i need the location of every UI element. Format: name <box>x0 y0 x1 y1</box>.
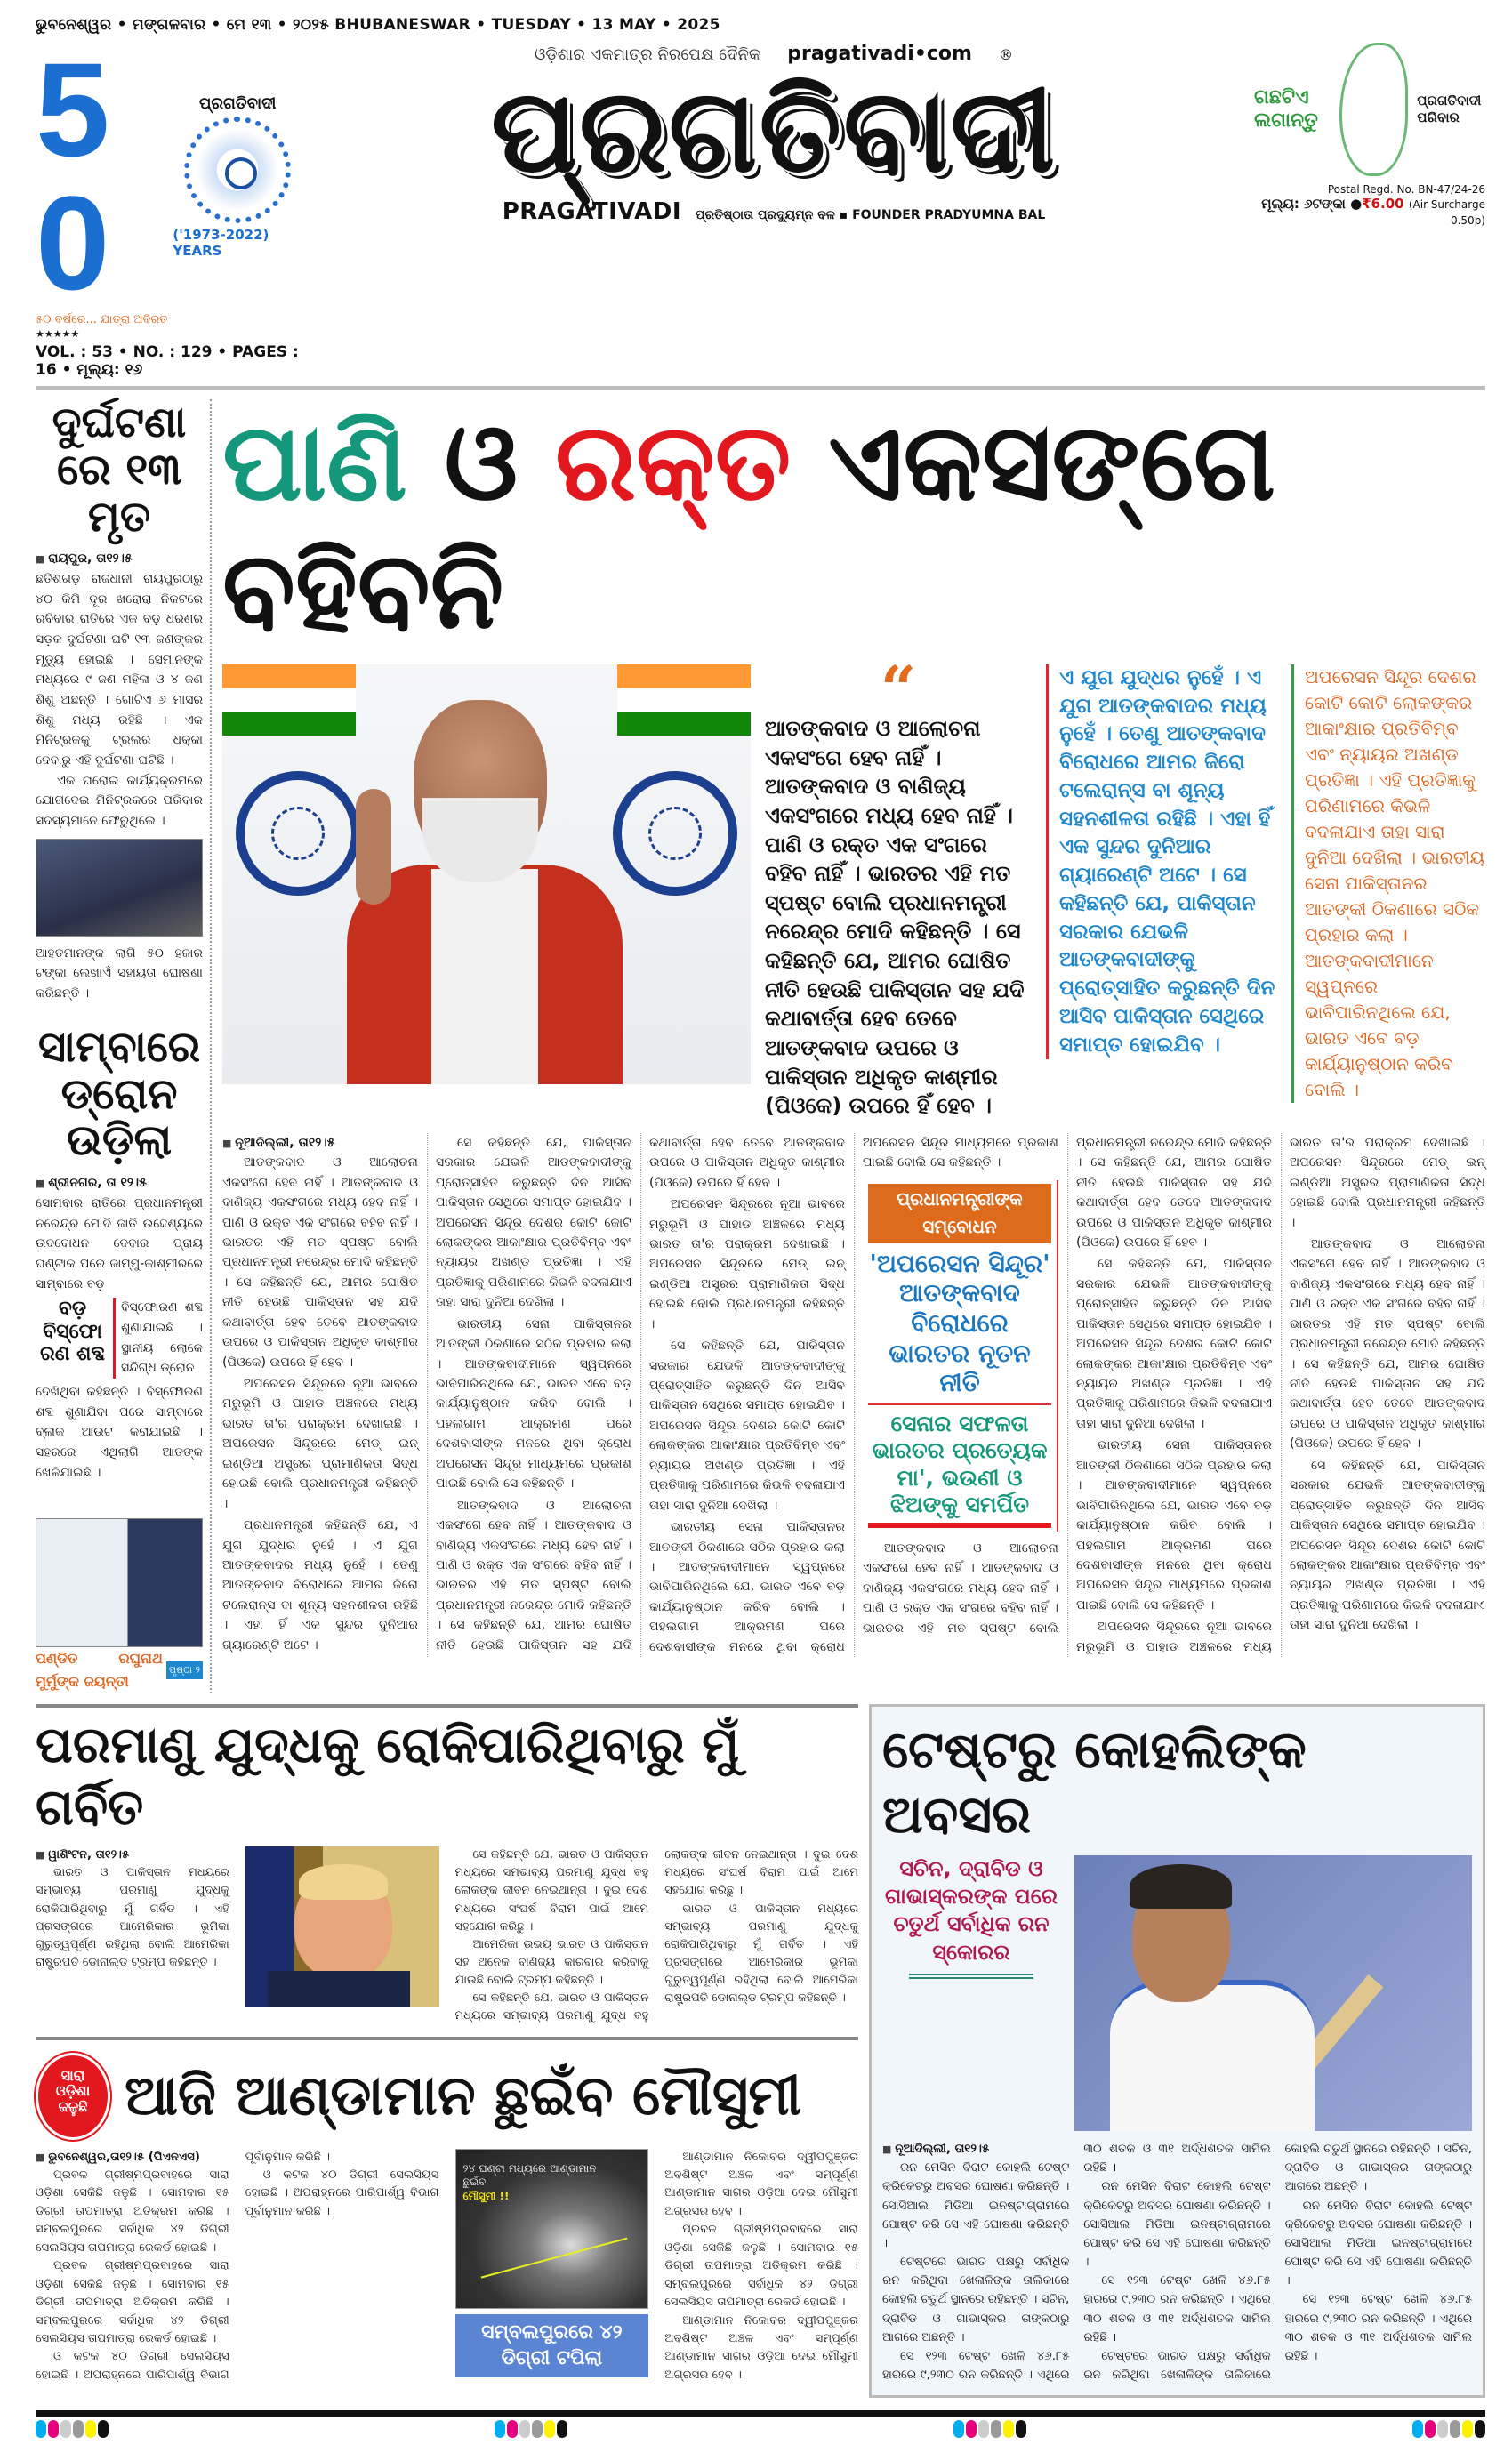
kohli-paragraph: ରନ ମେସିନ ବିରାଟ କୋହଲି ଟେଷ୍ଟ କ୍ରିକେଟରୁ ଅବସର ଘୋଷଣା କରିଛନ୍ତି । ସୋସିଆଲ ମିଡିଆ ଇନଷ୍ଟାଗ୍ରାମରେ ପୋଷ୍ଟ କରି ସେ ଏହି ଘୋଷଣା କରିଛନ୍ତି । <box>1083 2180 1271 2270</box>
price-label: ମୂଲ୍ୟ: ୬ଟଙ୍କା ● <box>1261 196 1363 212</box>
masthead-block <box>320 43 1227 225</box>
pm-address-box <box>863 1180 1058 1532</box>
trump-paragraph: ଆମେରିକା ଉଭୟ ଭାରତ ଓ ପାକିସ୍ତାନ ସହ ଅନେକ ବାଣିଜ୍ୟ କାରବାର କରିବାକୁ ଯାଉଛି ବୋଲି ଟ୍ରମ୍ପ କହିଛନ୍ତି । <box>454 1937 649 1988</box>
section-divider <box>36 2037 858 2040</box>
lead-paragraph: ସେ କହିଛନ୍ତି ଯେ, ପାକିସ୍ତାନ ସରକାର ଯେଭଳି ଆତଙ୍କବାଦୀଙ୍କୁ ପ୍ରୋତ୍ସାହିତ କରୁଛନ୍ତି ଦିନ ଆସିବ ପାକିସ୍ତାନ ସେଥିରେ ସମାପ୍ତ ହୋଇଯିବ । ଅପରେସନ ସିନ୍ଦୂର ଦେଶର କୋଟି କୋଟି ଲୋକଙ୍କର ଆକାଂକ୍ଷାର ପ୍ରତିବିମ୍ବ ଏବଂ ନ୍ୟାୟର ଅଖଣ୍ଡ ପ୍ରତିଜ୍ଞା । ଏହି ପ୍ରତିଜ୍ଞାକୁ ପରିଣାମରେ କିଭଳି ବଦଳାଯାଏ ତାହା ସାରା ଦୁନିଆ ଦେଖିଲା । <box>649 1339 845 1513</box>
drone-paragraph: ସୋମବାର ରାତିରେ ପ୍ରଧାନମନ୍ତ୍ରୀ ନରେନ୍ଦ୍ର ମୋଦି ଜାତି ଉଦ୍ଦେଶ୍ୟରେ ଉଦବୋଧନ ଦେବାର ପ୍ରାୟ ଘଣ୍ଟାକ ପରେ ଜାମ୍ମୁ-କାଶ୍ମୀରରେ ସାମ୍ବାରେ ବଡ଼ <box>36 1195 203 1291</box>
main-section <box>36 399 1485 1693</box>
accident-caption: ଆହତମାନଙ୍କ ଲାଗି ୫୦ ହଜାର ଟଙ୍କା ଲେଖାଏଁ ସହାୟତା ଘୋଷଣା କରିଛନ୍ତି । <box>36 945 203 1001</box>
kohli-dateline: ■ ନୂଆଦିଲ୍ଲୀ, ତା୧୨।୫ <box>882 2140 1069 2159</box>
lead-story <box>222 399 1485 1693</box>
left-column <box>36 399 212 1693</box>
drone-dateline: ■ ଶ୍ରୀନଗର, ତା ୧୨।୫ <box>36 1173 203 1194</box>
map-highlight: ମୌସୁମୀ !! <box>462 2189 510 2202</box>
family-text: ପ୍ରଗତିବାଦୀ ପରିବାର <box>1417 92 1482 125</box>
price: ₹6.00 <box>1362 196 1404 212</box>
kohli-subhead: ସଚିନ, ଦ୍ରାବିଡ ଓ ଗାଭାସ୍କରଙ୍କ ପରେ ଚତୁର୍ଥ ସର୍ବାଧିକ ରନ ସ୍କୋରର <box>885 1856 1058 1965</box>
headline-and: ଓ <box>444 401 519 525</box>
trump-paragraph: ସେ କହିଛନ୍ତି ଯେ, ଭାରତ ଓ ପାକିସ୍ତାନ ମଧ୍ୟରେ ସମ୍ଭାବ୍ୟ ପରମାଣୁ ଯୁଦ୍ଧ ବହୁ ଲୋକଙ୍କ ଜୀବନ ନେଇଥାନ୍ତା । ଦୁଇ ଦେଶ ମଧ୍ୟରେ ସଂଘର୍ଷ ବିରାମ ପାଇଁ ଆମେ ସହଯୋଗ କରିଛୁ । <box>454 1848 649 1934</box>
lead-paragraph: ଆତଙ୍କବାଦ ଓ ଆଲୋଚନା ଏକସଂଗେ ହେବ ନାହିଁ । ଆତଙ୍କବାଦ ଓ ବାଣିଜ୍ୟ ଏକସଂଗରେ ମଧ୍ୟ ହେବ ନାହିଁ । ପାଣି ଓ ରକ୍ତ ଏକ ସଂଗରେ ବହିବ ନାହିଁ । ଭାରତର ଏହି ମତ ସ୍ପଷ୍ଟ ବୋଲି ପ୍ରଧାନମନ୍ତ୍ରୀ ନରେନ୍ଦ୍ର ମୋଦି କହିଛନ୍ତି । ସେ କହିଛନ୍ତି ଯେ, ଆମର ଘୋଷିତ ନୀତି ହେଉଛି ପାକିସ୍ତାନ ସହ ଯଦି କଥାବାର୍ତ୍ତା ହେବ ତେବେ ଆତଙ୍କବାଦ ଉପରେ ଓ ପାକିସ୍ତାନ ଅଧିକୃତ କାଶ୍ମୀର (ପିଓକେ) ଉପରେ ହିଁ ହେବ । <box>1290 1236 1485 1452</box>
trump-headline[interactable]: ପରମାଣୁ ଯୁଦ୍ଧକୁ ରୋକିପାରିଥିବାରୁ ମୁଁ ଗର୍ବିତ <box>36 1717 740 1838</box>
lead-paragraph: ଅପରେସନ ସିନ୍ଦୂରରେ ନୂଆ ଭାବରେ ମରୁଭୂମି ଓ ପାହାଡ ଅଞ୍ଚଳରେ ମଧ୍ୟ ଭାରତ ତା'ର ପରାକ୍ରମ ଦେଖାଇଛି । ଅପରେସନ ସିନ୍ଦୂରରେ ମେଡ୍ ଇନ୍ ଇଣ୍ଡିଆ ଅସ୍ତ୍ରର ପ୍ରାମାଣିକତା ସିଦ୍ଧ ହୋଇଛି ବୋଲି ପ୍ରଧାନମନ୍ତ୍ରୀ କହିଛନ୍ତି । <box>649 1197 845 1331</box>
ashoka-chakra-icon <box>613 771 737 896</box>
lead-paragraph: ଆତଙ୍କବାଦ ଓ ଆଲୋଚନା ଏକସଂଗେ ହେବ ନାହିଁ । ଆତଙ୍କବାଦ ଓ ବାଣିଜ୍ୟ ଏକସଂଗରେ ମଧ୍ୟ ହେବ ନାହିଁ । ପାଣି ଓ ରକ୍ତ ଏକ ସଂଗରେ ବହିବ ନାହିଁ । ଭାରତର ଏହି ମତ ସ୍ପଷ୍ଟ ବୋଲି ପ୍ରଧାନମନ୍ତ୍ରୀ ନରେନ୍ଦ୍ର ମୋଦି କହିଛନ୍ତି । ସେ କହିଛନ୍ତି ଯେ, ଆମର ଘୋଷିତ ନୀତି ହେଉଛି ପାକିସ୍ତାନ ସହ ଯଦି କଥାବାର୍ତ୍ତା ହେବ ତେବେ ଆତଙ୍କବାଦ ଉପରେ ଓ ପାକିସ୍ତାନ ଅଧିକୃତ କାଶ୍ମୀର (ପିଓକେ) ଉପରେ ହିଁ ହେବ । <box>222 1155 418 1370</box>
monsoon-paragraph: ପ୍ରବଳ ଗ୍ରୀଷ୍ମପ୍ରବାହରେ ସାରା ଓଡ଼ିଶା ସେକିଛି ଜଳୁଛି । ସୋମବାର ୧୫ ଡିଗ୍ରୀ ତାପମାତ୍ରା ଅତିକ୍ରମ କରିଛି । ସମ୍ବଲପୁରରେ ସର୍ବାଧିକ ୪୨ ଡିଗ୍ରୀ ସେଲସିୟସ ତାପମାତ୍ରା ରେକର୍ଡ ହୋଇଛି । <box>664 2223 858 2310</box>
kohli-paragraph: ଟେଷ୍ଟରେ ଭାରତ ପକ୍ଷରୁ ସର୍ବାଧିକ ରନ କରିଥିବା ଖେଳାଳିଙ୍କ ତାଲିକାରେ କୋହଲି ଚତୁର୍ଥ ସ୍ଥାନରେ ରହିଛନ୍ତି । ସଚିନ, ଦ୍ରାବିଡ ଓ ଗାଭାସ୍କର ତାଙ୍କଠାରୁ ଆଗରେ ଅଛନ୍ତି । <box>882 2256 1070 2344</box>
drone-headline[interactable]: ସାମ୍ବାରେ ଡ୍ରୋନ ଉଡ଼ିଲା <box>37 1021 201 1166</box>
masthead-english: PRAGATIVADI <box>502 197 682 225</box>
army-success-line: ସେନାର ସଫଳତା ଭାରତର ପ୍ରତ୍ୟେକ ମା', ଭଉଣୀ ଓ ଝିଅଙ୍କୁ ସମର୍ପିତ <box>868 1411 1051 1528</box>
masthead-title: ପ୍ରଗତିବାଦୀ <box>490 63 1058 198</box>
lead-paragraph: ସେ କହିଛନ୍ତି ଯେ, ପାକିସ୍ତାନ ସରକାର ଯେଭଳି ଆତଙ୍କବାଦୀଙ୍କୁ ପ୍ରୋତ୍ସାହିତ କରୁଛନ୍ତି ଦିନ ଆସିବ ପାକିସ୍ତାନ ସେଥିରେ ସମାପ୍ତ ହୋଇଯିବ । ଅପରେସନ ସିନ୍ଦୂର ଦେଶର କୋଟି କୋଟି ଲୋକଙ୍କର ଆକାଂକ୍ଷାର ପ୍ରତିବିମ୍ବ ଏବଂ ନ୍ୟାୟର ଅଖଣ୍ଡ ପ୍ରତିଜ୍ଞା । ଏହି ପ୍ରତିଜ୍ଞାକୁ ପରିଣାମରେ କିଭଳି ବଦଳାଯାଏ ତାହା ସାରା ଦୁନିଆ ଦେଖିଲା । <box>1290 1458 1485 1633</box>
golden-jubilee-logo <box>36 35 302 318</box>
flag-right <box>617 664 751 736</box>
monsoon-paragraph: ଆଣ୍ଡାମାନ ନିକୋବର ଦ୍ୱୀପପୁଞ୍ଜର ଅବଶିଷ୍ଟ ଅଞ୍ଚଳ ଏବଂ ସମ୍ପୂର୍ଣ୍ଣ ଆଣ୍ଡାମାନ ସାଗର ଓଡ଼ିଆ ଦେଇ ମୌସୁମୀ ଅଗ୍ରସର ହେବ । <box>664 2150 858 2218</box>
kohli-paragraph: ସେ ୧୨୩ ଟେଷ୍ଟ ଖେଳି ୪୬.୮୫ ହାରରେ ୯,୨୩୦ ରନ କରିଛନ୍ତି । ଏଥିରେ ୩୦ ଶତକ ଓ ୩୧ ଅର୍ଦ୍ଧଶତକ ସାମିଲ ରହିଛି । <box>882 2143 1271 2383</box>
kohli-headline[interactable]: ଟେଷ୍ଟରୁ କୋହଲିଙ୍କ ଅବସର <box>882 1719 1307 1845</box>
lead-paragraph: ଆତଙ୍କବାଦ ଓ ଆଲୋଚନା ଏକସଂଗେ ହେବ ନାହିଁ । ଆତଙ୍କବାଦ ଓ ବାଣିଜ୍ୟ ଏକସଂଗରେ ମଧ୍ୟ ହେବ ନାହିଁ । ପାଣି ଓ ରକ୍ତ ଏକ ସଂଗରେ ବହିବ ନାହିଁ । ଭାରତର ଏହି ମତ ସ୍ପଷ୍ଟ ବୋଲି ପ୍ରଧାନମନ୍ତ୍ରୀ ନରେନ୍ଦ୍ର ମୋଦି କହିଛନ୍ତି । ସେ କହିଛନ୍ତି ଯେ, ଆମର ଘୋଷିତ ନୀତି ହେଉଛି ପାକିସ୍ତାନ ସହ ଯଦି କଥାବାର୍ତ୍ତା ହେବ ତେବେ ଆତଙ୍କବାଦ ଉପରେ ଓ ପାକିସ୍ତାନ ଅଧିକୃତ କାଶ୍ମୀର (ପିଓକେ) ଉପରେ ହିଁ ହେବ । <box>436 1135 845 1653</box>
postal-reg: Postal Regd. No. BN-47/24-26 <box>1327 183 1485 196</box>
flag-left <box>222 664 356 736</box>
modi-photo <box>222 664 751 1084</box>
lead-paragraph: ଭାରତୀୟ ସେନା ପାକିସ୍ତାନର ଆତଙ୍କୀ ଠିକଣାରେ ସଠିକ ପ୍ରହାର କଲା । ଆତଙ୍କବାଦୀମାନେ ସ୍ୱପ୍ନରେ ଭାବିପାରିନଥିଲେ ଯେ, ଭାରତ ଏବେ ବଡ଼ କାର୍ଯ୍ୟାନୁଷ୍ଠାନ କରିବ ବୋଲି । ପହଲଗାମ ଆକ୍ରମଣ ପରେ ଦେଶବାସୀଙ୍କ ମନରେ ଥିବା କ୍ରୋଧ ଅପରେସନ ସିନ୍ଦୂର ମାଧ୍ୟମରେ ପ୍ରକାଶ ପାଇଛି ବୋଲି ସେ କହିଛନ୍ତି । <box>649 1135 1058 1654</box>
lead-paragraph: ଅପରେସନ ସିନ୍ଦୂରରେ ନୂଆ ଭାବରେ ମରୁଭୂମି ଓ ପାହାଡ ଅଞ୍ଚଳରେ ମଧ୍ୟ ଭାରତ ତା'ର ପରାକ୍ରମ ଦେଖାଇଛି । ଅପରେସନ ସିନ୍ଦୂରରେ ମେଡ୍ ଇନ୍ ଇଣ୍ଡିଆ ଅସ୍ତ୍ରର ପ୍ରାମାଣିକତା ସିଦ୍ଧ ହୋଇଛି ବୋଲି ପ୍ରଧାନମନ୍ତ୍ରୀ କହିଛନ୍ତି । <box>1076 1135 1485 1654</box>
founder-line: ପ୍ରତିଷ୍ଠାତା ପ୍ରଦ୍ୟୁମ୍ନ ବଳ ▪ FOUNDER PRADYUMNA BAL <box>696 207 1046 222</box>
satellite-map <box>455 2149 649 2309</box>
headline-rest: ଏକସଙ୍ଗେ ବହିବନି <box>222 401 1275 653</box>
registration-marks <box>1412 2420 1485 2438</box>
monsoon-headline[interactable]: ଆଜି ଆଣ୍ଡାମାନ ଛୁଇଁବ ମୌସୁମୀ <box>125 2063 802 2128</box>
stars: ★★★★★ <box>36 328 80 340</box>
golden-jubilee-block <box>36 35 302 379</box>
lead-headline[interactable] <box>222 399 1485 655</box>
ashoka-chakra-icon <box>236 771 360 896</box>
monsoon-paragraph: ଓ କଟକ ୪୦ ଡିଗ୍ରୀ ସେଲସିୟସ ହୋଇଛି । ଅପରାହ୍ନରେ ପାରିପାର୍ଶ୍ୱ ବିଭାଗ ପୂର୍ବାନୁମାନ କରିଛି । <box>36 2150 331 2382</box>
subhead-rule <box>909 1974 1033 1979</box>
trump-photo <box>245 1846 439 2007</box>
anniv-title: ପ୍ରଗତିବାଦୀ <box>198 93 277 113</box>
quote-zero-tolerance: ଏ ଯୁଗ ଯୁଦ୍ଧର ନୁହେଁ । ଏ ଯୁଗ ଆତଙ୍କବାଦର ମଧ୍ୟ ନୁହେଁ । ତେଣୁ ଆତଙ୍କବାଦ ବିରୋଧରେ ଆମର ଜିରୋ ଟଲେରାନ୍ସ ବା ଶୂନ୍ୟ ସହନଶୀଳତା ରହିଛି । ଏହା ହିଁ ଏକ ସୁନ୍ଦର ଦୁନିଆର ଗ୍ୟାରେଣ୍ଟି ଅଟେ । ସେ କହିଛନ୍ତି ଯେ, ପାକିସ୍ତାନ ସରକାର ଯେଭଳି ଆତଙ୍କବାଦୀଙ୍କୁ ପ୍ରୋତ୍ସାହିତ କରୁଛନ୍ତି ଦିନ ଆସିବ ପାକିସ୍ତାନ ସେଥିରେ ସମାପ୍ତ ହୋଇଯିବ । <box>1046 664 1277 1059</box>
lead-dateline: ■ ନୂଆଦିଲ୍ଲୀ, ତା୧୨।୫ <box>222 1133 418 1153</box>
right-header-block <box>1245 43 1485 228</box>
lead-paragraph: ଭାରତୀୟ ସେନା ପାକିସ୍ତାନର ଆତଙ୍କୀ ଠିକଣାରେ ସଠିକ ପ୍ରହାର କଲା । ଆତଙ୍କବାଦୀମାନେ ସ୍ୱପ୍ନରେ ଭାବିପାରିନଥିଲେ ଯେ, ଭାରତ ଏବେ ବଡ଼ କାର୍ଯ୍ୟାନୁଷ୍ଠାନ କରିବ ବୋଲି । ପହଲଗାମ ଆକ୍ରମଣ ପରେ ଦେଶବାସୀଙ୍କ ମନରେ ଥିବା କ୍ରୋଧ ଅପରେସନ ସିନ୍ଦୂର ମାଧ୍ୟମରେ ପ୍ରକାଶ ପାଇଛି ବୋଲି ସେ କହିଛନ୍ତି । <box>436 1316 631 1492</box>
lead-body <box>222 1133 1485 1657</box>
monsoon-paragraph: ଓ କଟକ ୪୦ ଡିଗ୍ରୀ ସେଲସିୟସ ହୋଇଛି । ଅପରାହ୍ନରେ ପାରିପାର୍ଶ୍ୱ ବିଭାଗ ପୂର୍ବାନୁମାନ କରିଛି । <box>245 2168 439 2218</box>
plant-tree-logo <box>1254 43 1485 176</box>
quote-terror-talks: ଆତଙ୍କବାଦ ଓ ଆଲୋଚନା ଏକସଂଗେ ହେବ ନାହିଁ । ଆତଙ୍କବାଦ ଓ ବାଣିଜ୍ୟ ଏକସଂଗରେ ମଧ୍ୟ ହେବ ନାହିଁ । ପାଣି ଓ ରକ୍ତ ଏକ ସଂଗରେ ବହିବ ନାହିଁ । ଭାରତର ଏହି ମତ ସ୍ପଷ୍ଟ ବୋଲି ପ୍ରଧାନମନ୍ତ୍ରୀ ନରେନ୍ଦ୍ର ମୋଦି କହିଛନ୍ତି । ସେ କହିଛନ୍ତି ଯେ, ଆମର ଘୋଷିତ ନୀତି ହେଉଛି ପାକିସ୍ତାନ ସହ ଯଦି କଥାବାର୍ତ୍ତା ହେବ ତେବେ ଆତଙ୍କବାଦ ଉପରେ ଓ ପାକିସ୍ତାନ ଅଧିକୃତ କାଶ୍ମୀର (ପିଓକେ) ଉପରେ ହିଁ ହେବ । <box>765 716 1025 1119</box>
footer-bar <box>36 2410 1485 2417</box>
trump-body <box>36 1846 858 2025</box>
monsoon-paragraph: ପ୍ରବଳ ଗ୍ରୀଷ୍ମପ୍ରବାହରେ ସାରା ଓଡ଼ିଶା ସେକିଛି ଜଳୁଛି । ସୋମବାର ୧୫ ଡିଗ୍ରୀ ତାପମାତ୍ରା ଅତିକ୍ରମ କରିଛି । ସମ୍ବଲପୁରରେ ସର୍ବାଧିକ ୪୨ ଡିଗ୍ରୀ ସେଲସିୟସ ତାପମାତ୍ରା ରେକର୍ଡ ହୋଇଛି । <box>36 2168 229 2255</box>
lead-paragraph: ଅପରେସନ ସିନ୍ଦୂରରେ ନୂଆ ଭାବରେ ମରୁଭୂମି ଓ ପାହାଡ ଅଞ୍ଚଳରେ ମଧ୍ୟ ଭାରତ ତା'ର ପରାକ୍ରମ ଦେଖାଇଛି । ଅପରେସନ ସିନ୍ଦୂରରେ ମେଡ୍ ଇନ୍ ଇଣ୍ଡିଆ ଅସ୍ତ୍ରର ପ୍ରାମାଣିକତା ସିଦ୍ଧ ହୋଇଛି ବୋଲି ପ୍ରଧାନମନ୍ତ୍ରୀ କହିଛନ୍ତି । <box>222 1377 418 1511</box>
monsoon-line <box>480 2237 636 2311</box>
masthead-subtitle: ଓଡ଼ିଶାର ଏକମାତ୍ର ନିରପେକ୍ଷ ଦୈନିକ <box>535 45 761 64</box>
heatwave-badge: ସାରା ଓଡ଼ିଶା ଜଳୁଛି <box>36 2053 110 2140</box>
anniv-number: 50 <box>36 35 110 318</box>
drone-side-text: ବିସ୍ଫୋରଣ ଶବ୍ଦ ଶୁଣାଯାଇଛି । ସ୍ଥାନୀୟ ଲୋକେ ସନ୍ଦିଗ୍ଧ ଡ୍ରୋନ <box>121 1300 203 1376</box>
kohli-paragraph: ସେ ୧୨୩ ଟେଷ୍ଟ ଖେଳି ୪୬.୮୫ ହାରରେ ୯,୨୩୦ ରନ କରିଛନ୍ତି । ଏଥିରେ ୩୦ ଶତକ ଓ ୩୧ ଅର୍ଦ୍ଧଶତକ ସାମିଲ ରହିଛି । <box>1284 2293 1472 2363</box>
registration-marks <box>495 2420 567 2438</box>
dateline: ଭୁବନେଶ୍ୱର • ମଙ୍ଗଳବାର • ମେ ୧୩ • ୨୦୨୫ BHUBANESWAR • TUESDAY • 13 MAY • 2025 <box>36 16 720 34</box>
monsoon-body <box>36 2149 858 2385</box>
header-divider <box>36 386 1485 390</box>
surcharge: (Air Surcharge 0.50p) <box>1408 198 1485 227</box>
monsoon-dateline: ■ ଭୁବନେଶ୍ୱର,ତା୧୨।୫ (ପିଏନଏସ) <box>36 2149 229 2167</box>
trump-paragraph: ସେ କହିଛନ୍ତି ଯେ, ଭାରତ ଓ ପାକିସ୍ତାନ ମଧ୍ୟରେ ସମ୍ଭାବ୍ୟ ପରମାଣୁ ଯୁଦ୍ଧ ବହୁ ଲୋକଙ୍କ ଜୀବନ ନେଇଥାନ୍ତା । ଦୁଇ ଦେଶ ମଧ୍ୟରେ ସଂଘର୍ଷ ବିରାମ ପାଇଁ ଆମେ ସହଯୋଗ କରିଛୁ । <box>454 1848 858 2023</box>
monsoon-paragraph: ଆଣ୍ଡାମାନ ନିକୋବର ଦ୍ୱୀପପୁଞ୍ଜର ଅବଶିଷ୍ଟ ଅଞ୍ଚଳ ଏବଂ ସମ୍ପୂର୍ଣ୍ଣ ଆଣ୍ଡାମାନ ସାଗର ଓଡ଼ିଆ ଦେଇ ମୌସୁମୀ ଅଗ୍ରସର ହେବ । <box>664 2313 858 2382</box>
trump-paragraph: ଭାରତ ଓ ପାକିସ୍ତାନ ମଧ୍ୟରେ ସମ୍ଭାବ୍ୟ ପରମାଣୁ ଯୁଦ୍ଧକୁ ରୋକିପାରିଥିବାରୁ ମୁଁ ଗର୍ବିତ । ଏହି ପ୍ରସଙ୍ଗରେ ଆମେରିକାର ଭୂମିକା ଗୁରୁତ୍ୱପୂର୍ଣ୍ଣ ରହିଥିଲା ବୋଲି ଆମେରିକା ରାଷ୍ଟ୍ରପତି ଡୋନାଲ୍ଡ ଟ୍ରମ୍ପ କହିଛନ୍ତି । <box>36 1866 229 1969</box>
trump-paragraph: ଭାରତ ଓ ପାକିସ୍ତାନ ମଧ୍ୟରେ ସମ୍ଭାବ୍ୟ ପରମାଣୁ ଯୁଦ୍ଧକୁ ରୋକିପାରିଥିବାରୁ ମୁଁ ଗର୍ବିତ । ଏହି ପ୍ରସଙ୍ଗରେ ଆମେରିକାର ଭୂମିକା ଗୁରୁତ୍ୱପୂର୍ଣ୍ଣ ରହିଥିଲା ବୋଲି ଆମେରିକା ରାଷ୍ଟ୍ରପତି ଡୋନାଲ୍ଡ ଟ୍ରମ୍ପ କହିଛନ୍ତି । <box>664 1902 858 2006</box>
lead-paragraph: ସେ କହିଛନ୍ତି ଯେ, ପାକିସ୍ତାନ ସରକାର ଯେଭଳି ଆତଙ୍କବାଦୀଙ୍କୁ ପ୍ରୋତ୍ସାହିତ କରୁଛନ୍ତି ଦିନ ଆସିବ ପାକିସ୍ତାନ ସେଥିରେ ସମାପ୍ତ ହୋଇଯିବ । ଅପରେସନ ସିନ୍ଦୂର ଦେଶର କୋଟି କୋଟି ଲୋକଙ୍କର ଆକାଂକ୍ଷାର ପ୍ରତିବିମ୍ବ ଏବଂ ନ୍ୟାୟର ଅଖଣ୍ଡ ପ୍ରତିଜ୍ଞା । ଏହି ପ୍ରତିଜ୍ଞାକୁ ପରିଣାମରେ କିଭଳି ବଦଳାଯାଏ ତାହା ସାରା ଦୁନିଆ ଦେଖିଲା । <box>1076 1257 1272 1431</box>
headline-water: ପାଣି <box>222 401 407 525</box>
accident-headline[interactable]: ଦୁର୍ଘଟଣାରେ ୧୩ ମୃତ <box>52 398 187 542</box>
accident-dateline: ■ ରାୟପୁର, ତା୧୨।୫ <box>36 549 203 569</box>
anniv-years: ('1973-2022) YEARS <box>173 226 269 259</box>
accident-paragraph: ଏକ ଘରୋଇ କାର୍ଯ୍ୟକ୍ରମରେ ଯୋଗଦେଇ ମିନିଟ୍ରକରେ ପରିବାର ସଦସ୍ୟମାନେ ଫେରୁଥିଲେ । <box>36 773 203 829</box>
sambalpur-temp-box: ସମ୍ବଲପୁରରେ ୪୨ ଡିଗ୍ରୀ ଟପିଲା <box>455 2314 649 2377</box>
price-line <box>1245 196 1485 228</box>
new-policy-line: 'ଅପରେସନ ସିନ୍ଦୂର' ଆତଙ୍କବାଦ ବିରୋଧରେ ଭାରତର ନୂତନ ନୀତି <box>868 1249 1051 1405</box>
website-link[interactable]: pragativadi•com <box>787 43 972 65</box>
drone-paragraph: ଦେଖିଥିବା କହିଛନ୍ତି । ବିସ୍ଫୋରଣ ଶବ୍ଦ ଶୁଣାଯିବା ପରେ ସାମ୍ବାରେ ବ୍ଲାକ ଆଉଟ କରାଯାଇଛି । ସହରରେ ଏଥିଲାଗି ଆତଙ୍କ ଖେଳିଯାଇଛି । <box>36 1384 203 1480</box>
kohli-photo <box>1074 1855 1472 2131</box>
kohli-paragraph: ସେ ୧୨୩ ଟେଷ୍ଟ ଖେଳି ୪୬.୮୫ ହାରରେ ୯,୨୩୦ ରନ କରିଛନ୍ତି । ଏଥିରେ ୩୦ ଶତକ ଓ ୩୧ ଅର୍ଦ୍ଧଶତକ ସାମିଲ ରହିଛି । <box>1083 2274 1271 2344</box>
lead-paragraph: ସେ କହିଛନ୍ତି ଯେ, ପାକିସ୍ତାନ ସରକାର ଯେଭଳି ଆତଙ୍କବାଦୀଙ୍କୁ ପ୍ରୋତ୍ସାହିତ କରୁଛନ୍ତି ଦିନ ଆସିବ ପାକିସ୍ତାନ ସେଥିରେ ସମାପ୍ତ ହୋଇଯିବ । ଅପରେସନ ସିନ୍ଦୂର ଦେଶର କୋଟି କୋଟି ଲୋକଙ୍କର ଆକାଂକ୍ଷାର ପ୍ରତିବିମ୍ବ ଏବଂ ନ୍ୟାୟର ଅଖଣ୍ଡ ପ୍ରତିଜ୍ଞା । ଏହି ପ୍ରତିଜ୍ଞାକୁ ପରିଣାମରେ କିଭଳି ବଦଳାଯାଏ ତାହା ସାରା ଦୁନିଆ ଦେଖିଲା । <box>436 1135 631 1310</box>
murmu-statue-photo <box>36 1518 203 1647</box>
map-label: ୨୪ ଘଣ୍ଟା ମଧ୍ୟରେ ଆଣ୍ଡାମାନ ଛୁଇଁବ <box>462 2161 597 2189</box>
anniv-tagline: ୫୦ ବର୍ଷରେ... ଯାତ୍ରା ଅବିରତ <box>36 313 168 326</box>
registered-mark: ® <box>998 46 1013 63</box>
registration-marks <box>36 2420 109 2438</box>
registration-marks-row <box>36 2420 1485 2438</box>
kohli-paragraph: ରନ ମେସିନ ବିରାଟ କୋହଲି ଟେଷ୍ଟ କ୍ରିକେଟରୁ ଅବସର ଘୋଷଣା କରିଛନ୍ତି । ସୋସିଆଲ ମିଡିଆ ଇନଷ୍ଟାଗ୍ରାମରେ ପୋଷ୍ଟ କରି ସେ ଏହି ଘୋଷଣା କରିଛନ୍ତି । <box>882 2161 1070 2250</box>
page-ref-tag[interactable]: ପୃଷ୍ଠା ୨ <box>166 1661 203 1679</box>
jubilee-seal-icon <box>184 117 291 223</box>
lead-paragraph: ଭାରତୀୟ ସେନା ପାକିସ୍ତାନର ଆତଙ୍କୀ ଠିକଣାରେ ସଠିକ ପ୍ରହାର କଲା । ଆତଙ୍କବାଦୀମାନେ ସ୍ୱପ୍ନରେ ଭାବିପାରିନଥିଲେ ଯେ, ଭାରତ ଏବେ ବଡ଼ କାର୍ଯ୍ୟାନୁଷ୍ଠାନ କରିବ ବୋଲି । ପହଲଗାମ ଆକ୍ରମଣ ପରେ ଦେଶବାସୀଙ୍କ ମନରେ ଥିବା କ୍ରୋଧ ଅପରେସନ ସିନ୍ଦୂର ମାଧ୍ୟମରେ ପ୍ରକାଶ ପାଇଛି ବୋଲି ସେ କହିଛନ୍ତି । <box>1076 1438 1272 1613</box>
plant-tree-text: ଗଛଟିଏ ଲଗାନ୍ତୁ <box>1254 85 1318 132</box>
accident-paragraph: ଛତିଶଗଡ଼ ରାଜଧାନୀ ରାୟପୁରଠାରୁ ୪୦ କିମି ଦୂର ଖରୋରା ନିକଟରେ ରବିବାର ରାତିରେ ଏକ ବଡ଼ ଧରଣର ସଡ଼କ ଦୁର୍ଘଟଣା ଘଟି ୧୩ ଜଣଙ୍କର ମୃତ୍ୟୁ ହୋଇଛି । ସେମାନଙ୍କ ମଧ୍ୟରେ ୯ ଜଣ ମହିଳା ଓ ୪ ଜଣ ଶିଶୁ ଅଛନ୍ତି । ଗୋଟିଏ ୬ ମାସର ଶିଶୁ ମଧ୍ୟ ରହିଛି । ଏକ ମିନିଟ୍ରକକୁ ଟ୍ରଲର ଧକ୍କା ଦେବାରୁ ଏହି ଦୁର୍ଘଟଣା ଘଟିଛି । <box>36 572 203 768</box>
trump-dateline: ■ ୱାଶିଂଟନ, ତା୧୨।୫ <box>36 1846 229 1864</box>
headline-blood: ରକ୍ତ <box>555 401 792 525</box>
quote-operation-sindoor: ଅପରେସନ ସିନ୍ଦୂର ଦେଶର କୋଟି କୋଟି ଲୋକଙ୍କର ଆକାଂକ୍ଷାର ପ୍ରତିବିମ୍ବ ଏବଂ ନ୍ୟାୟର ଅଖଣ୍ଡ ପ୍ରତିଜ୍ଞା । ଏହି ପ୍ରତିଜ୍ଞାକୁ ପରିଣାମରେ କିଭଳି ବଦଳାଯାଏ ତାହା ସାରା ଦୁନିଆ ଦେଖିଲା । ଭାରତୀୟ ସେନା ପାକିସ୍ତାନର ଆତଙ୍କୀ ଠିକଣାରେ ସଠିକ ପ୍ରହାର କଲା । ଆତଙ୍କବାଦୀମାନେ ସ୍ୱପ୍ନରେ ଭାବିପାରିନଥିଲେ ଯେ, ଭାରତ ଏବେ ବଡ଼ କାର୍ଯ୍ୟାନୁଷ୍ଠାନ କରିବ ବୋଲି । <box>1291 664 1485 1103</box>
accident-photo <box>36 839 203 937</box>
plant-icon <box>1339 43 1408 176</box>
volume-info: VOL. : 53 • NO. : 129 • PAGES : 16 • ମୂଲ୍ୟ: ୧୬ <box>36 343 299 379</box>
drone-pull-quote: ବଡ଼ ବିସ୍ଫୋରଣ ଶବ୍ଦ <box>36 1298 116 1379</box>
masthead-area <box>36 35 1485 379</box>
monsoon-paragraph: ପ୍ରବଳ ଗ୍ରୀଷ୍ମପ୍ରବାହରେ ସାରା ଓଡ଼ିଶା ସେକିଛି ଜଳୁଛି । ସୋମବାର ୧୫ ଡିଗ୍ରୀ ତାପମାତ୍ରା ଅତିକ୍ରମ କରିଛି । ସମ୍ବଲପୁରରେ ସର୍ବାଧିକ ୪୨ ଡିଗ୍ରୀ ସେଲସିୟସ ତାପମାତ୍ରା ରେକର୍ଡ ହୋଇଛି । <box>36 2259 229 2346</box>
section-divider <box>36 1704 858 1708</box>
lead-paragraph: ଆତଙ୍କବାଦ ଓ ଆଲୋଚନା ଏକସଂଗେ ହେବ ନାହିଁ । ଆତଙ୍କବାଦ ଓ ବାଣିଜ୍ୟ ଏକସଂଗରେ ମଧ୍ୟ ହେବ ନାହିଁ । ପାଣି ଓ ରକ୍ତ ଏକ ସଂଗରେ ବହିବ ନାହିଁ । ଭାରତର ଏହି ମତ ସ୍ପଷ୍ଟ ବୋଲି ପ୍ରଧାନମନ୍ତ୍ରୀ ନରେନ୍ଦ୍ର ମୋଦି କହିଛନ୍ତି । ସେ କହିଛନ୍ତି ଯେ, ଆମର ଘୋଷିତ ନୀତି ହେଉଛି ପାକିସ୍ତାନ ସହ ଯଦି କଥାବାର୍ତ୍ତା ହେବ ତେବେ ଆତଙ୍କବାଦ ଉପରେ ଓ ପାକିସ୍ତାନ ଅଧିକୃତ କାଶ୍ମୀର (ପିଓକେ) ଉପରେ ହିଁ ହେବ । <box>863 1135 1272 1636</box>
kohli-paragraph: ରନ ମେସିନ ବିରାଟ କୋହଲି ଟେଷ୍ଟ କ୍ରିକେଟରୁ ଅବସର ଘୋଷଣା କରିଛନ୍ତି । ସୋସିଆଲ ମିଡିଆ ଇନଷ୍ଟାଗ୍ରାମରେ ପୋଷ୍ଟ କରି ସେ ଏହି ଘୋଷଣା କରିଛନ୍ତି । <box>1284 2199 1472 2288</box>
pm-address-tag: ପ୍ରଧାନମନ୍ତ୍ରୀଙ୍କ ସମ୍ବୋଧନ <box>868 1184 1051 1243</box>
photo-caption: ପଣ୍ଡିତ ରଘୁନାଥ ମୁର୍ମୁଙ୍କ ଜୟନ୍ତୀ <box>36 1650 163 1691</box>
lead-paragraph: ପ୍ରଧାନମନ୍ତ୍ରୀ କହିଛନ୍ତି ଯେ, ଏ ଯୁଗ ଯୁଦ୍ଧର ନୁହେଁ । ଏ ଯୁଗ ଆତଙ୍କବାଦର ମଧ୍ୟ ନୁହେଁ । ତେଣୁ ଆତଙ୍କବାଦ ବିରୋଧରେ ଆମର ଜିରୋ ଟଲେରାନ୍ସ ବା ଶୂନ୍ୟ ସହନଶୀଳତା ରହିଛି । ଏହା ହିଁ ଏକ ସୁନ୍ଦର ଦୁନିଆର ଗ୍ୟାରେଣ୍ଟି ଅଟେ । <box>222 1518 418 1653</box>
bottom-section <box>36 1704 1485 2398</box>
kohli-body <box>882 2140 1472 2385</box>
registration-marks <box>953 2420 1026 2438</box>
kohli-paragraph: ଟେଷ୍ଟରେ ଭାରତ ପକ୍ଷରୁ ସର୍ବାଧିକ ରନ କରିଥିବା ଖେଳାଳିଙ୍କ ତାଲିକାରେ କୋହଲି ଚତୁର୍ଥ ସ୍ଥାନରେ ରହିଛନ୍ତି । ସଚିନ, ଦ୍ରାବିଡ ଓ ଗାଭାସ୍କର ତାଙ୍କଠାରୁ ଆଗରେ ଅଛନ୍ତି । <box>1083 2143 1472 2383</box>
kohli-box <box>869 1704 1485 2398</box>
quote-icon: “ <box>880 652 917 726</box>
